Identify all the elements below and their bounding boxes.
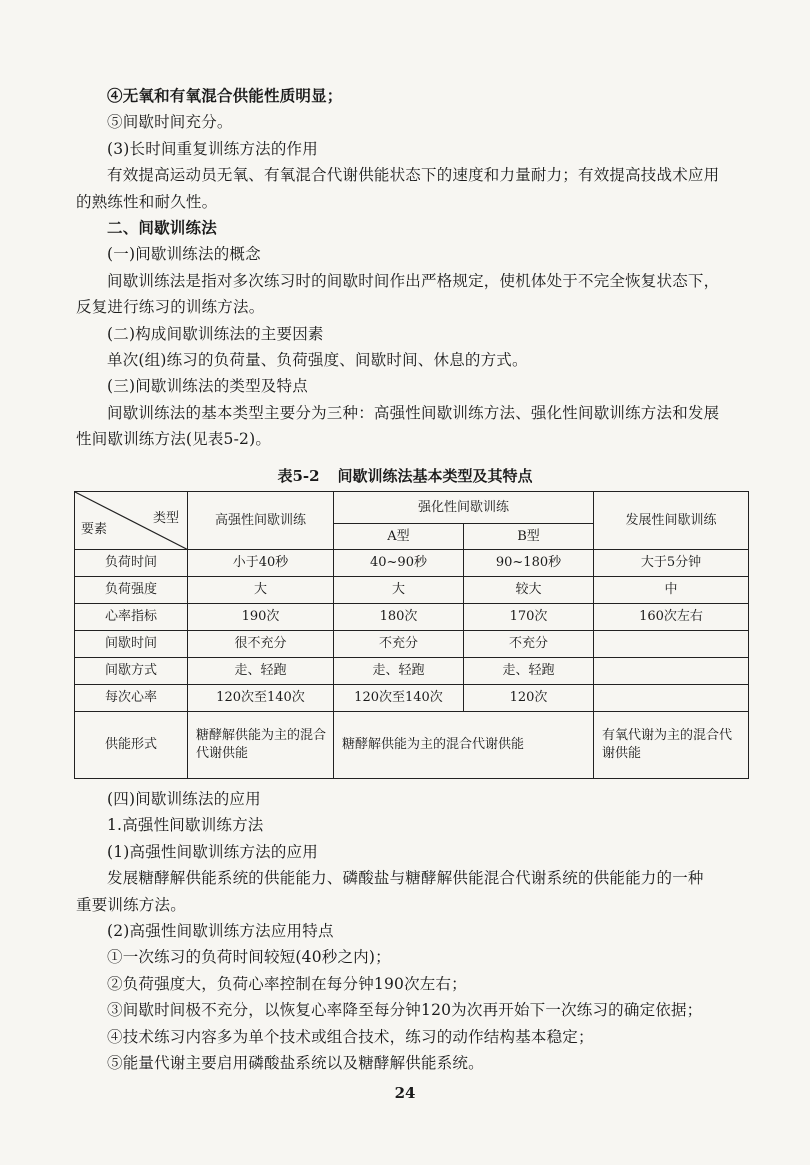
table-caption [0, 465, 810, 487]
cell-dev: 160次左右 [594, 604, 749, 631]
cell-type-b: 170次 [464, 604, 594, 631]
text-line: ①一次练习的负荷时间较短(40秒之内)； [107, 948, 391, 967]
table-caption-title: 间歇训练法基本类型及其特点 [337, 467, 533, 485]
cell-type-a: 40~90秒 [334, 550, 464, 577]
table-row-energy [75, 712, 749, 779]
cell-high-energy: 糖酵解供能为主的混合代谢供能 [188, 712, 334, 779]
corner-label-type: 类型 [152, 511, 179, 526]
text-line: 间歇训练法的基本类型主要分为三种：高强性间歇训练方法、强化性间歇训练方法和发展 [107, 403, 720, 422]
cell-high: 大 [188, 577, 334, 604]
text-line: ②负荷强度大，负荷心率控制在每分钟190次左右； [107, 974, 467, 993]
text-line: 发展糖酵解供能系统的供能能力、磷酸盐与糖酵解供能混合代谢系统的供能能力的一种 [107, 869, 704, 888]
text-line: 反复进行练习的训练方法。 [76, 298, 265, 317]
text-line: ④技术练习内容多为单个技术或组合技术，练习的动作结构基本稳定； [107, 1027, 594, 1046]
row-label: 每次心率 [75, 685, 188, 712]
cell-type-b: 不充分 [464, 631, 594, 658]
row-label: 间歇方式 [75, 658, 188, 685]
table-row [75, 604, 749, 631]
text-line: 有效提高运动员无氧、有氧混合代谢供能状态下的速度和力量耐力；有效提高技战术应用 [107, 166, 720, 185]
header-type-a: A型 [334, 524, 464, 550]
cell-type-a: 走、轻跑 [334, 658, 464, 685]
cell-high: 120次至140次 [188, 685, 334, 712]
cell-type-a: 120次至140次 [334, 685, 464, 712]
cell-dev: 中 [594, 577, 749, 604]
header-high-intensity: 高强性间歇训练 [188, 492, 334, 550]
cell-type-a: 大 [334, 577, 464, 604]
text-line: ⑤能量代谢主要启用磷酸盐系统以及糖酵解供能系统。 [107, 1054, 484, 1072]
table-row [75, 631, 749, 658]
text-line: (一)间歇训练法的概念 [107, 245, 261, 264]
table-row [75, 658, 749, 685]
table-corner-cell [75, 492, 188, 550]
interval-training-table [74, 491, 749, 779]
corner-label-element: 要素 [81, 522, 108, 538]
row-label: 心率指标 [75, 604, 188, 631]
text-line: (三)间歇训练法的类型及特点 [107, 377, 308, 396]
table-caption-number: 表5-2 [277, 467, 320, 485]
cell-high: 190次 [188, 604, 334, 631]
cell-type-b: 走、轻跑 [464, 658, 594, 685]
cell-type-a: 180次 [334, 604, 464, 631]
cell-dev [594, 685, 749, 712]
row-label: 供能形式 [75, 712, 188, 779]
text-line: 二、间歇训练法 [107, 218, 217, 237]
text-line: 的熟练性和耐久性。 [76, 192, 218, 211]
text-line: 重要训练方法。 [76, 895, 186, 914]
cell-type-b: 120次 [464, 685, 594, 712]
table-row [75, 550, 749, 577]
text-line: (四)间歇训练法的应用 [107, 790, 261, 808]
cell-intensive-energy: 糖酵解供能为主的混合代谢供能 [334, 712, 594, 779]
text-line: 性间歇训练方法(见表5-2)。 [76, 430, 272, 449]
cell-dev [594, 658, 749, 685]
text-line: 1.高强性间歇训练方法 [107, 816, 264, 835]
cell-high: 小于40秒 [188, 550, 334, 577]
text-line: 单次(组)练习的负荷量、负荷强度、间歇时间、休息的方式。 [107, 351, 528, 369]
text-line: 间歇训练法是指对多次练习时的间歇时间作出严格规定，使机体处于不完全恢复状态下， [107, 271, 720, 290]
cell-dev: 大于5分钟 [594, 550, 749, 577]
table-body [75, 550, 749, 712]
cell-dev-energy: 有氧代谢为主的混合代谢供能 [594, 712, 749, 779]
text-line: (2)高强性间歇训练方法应用特点 [107, 922, 334, 940]
table-row [75, 685, 749, 712]
row-label: 负荷时间 [75, 550, 188, 577]
cell-high: 走、轻跑 [188, 658, 334, 685]
cell-type-b: 较大 [464, 577, 594, 604]
cell-type-a: 不充分 [334, 631, 464, 658]
text-line: (1)高强性间歇训练方法的应用 [107, 842, 318, 861]
cell-dev [594, 631, 749, 658]
cell-type-b: 90~180秒 [464, 550, 594, 577]
table-row [75, 577, 749, 604]
text-line: ⑤间歇时间充分。 [107, 113, 233, 132]
cell-high: 很不充分 [188, 631, 334, 658]
header-type-b: B型 [464, 524, 594, 550]
text-line: ④无氧和有氧混合供能性质明显； [107, 86, 343, 105]
row-label: 负荷强度 [75, 577, 188, 604]
text-line: (3)长时间重复训练方法的作用 [107, 139, 318, 158]
page-number: 24 [394, 1084, 416, 1102]
row-label: 间歇时间 [75, 631, 188, 658]
text-line: (二)构成间歇训练法的主要因素 [107, 324, 324, 343]
header-developmental: 发展性间歇训练 [594, 492, 749, 550]
text-line: ③间歇时间极不充分，以恢复心率降至每分钟120为次再开始下一次练习的确定依据； [107, 1001, 703, 1020]
header-intensive: 强化性间歇训练 [334, 492, 594, 524]
